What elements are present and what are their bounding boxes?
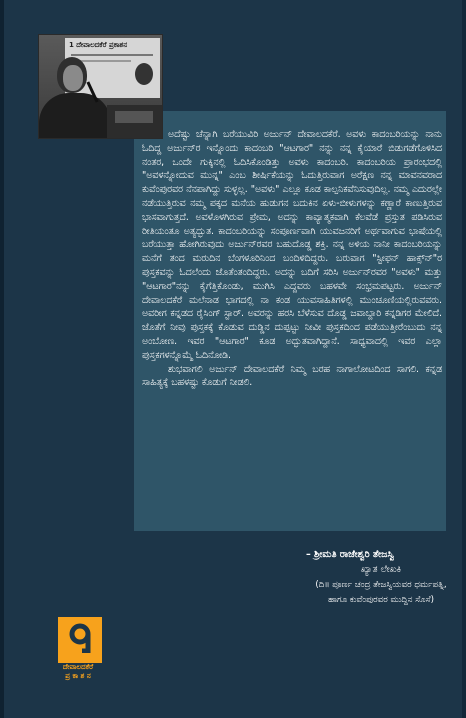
podium-plate bbox=[115, 111, 153, 123]
signature-note-line-1: (ದಿ॥ ಪೂರ್ಣ ಚಂದ್ರ ತೇಜಸ್ವಿಯವರ ಧರ್ಮಪತ್ನಿ, bbox=[315, 580, 447, 590]
spine-edge bbox=[0, 0, 4, 718]
blurb-paragraph: ಶುಭವಾಗಲಿ ಅರ್ಜುನ್ ದೇವಾಲದಕೆರೆ ನಿಮ್ಮ ಬರಹ ನಾಗಾಲೋಟದಿಂದ ಸಾಗಲಿ. ಕನ್ನಡ ಸಾಹಿತ್ಯಕ್ಕೆ ಬಹಳಷ್ಟು ಕೊಡುಗೆ ನೀಡಲಿ. bbox=[142, 363, 442, 389]
cover-edge bbox=[462, 0, 466, 718]
blurb-paragraph: ಅದೆಷ್ಟು ಚೆನ್ನಾಗಿ ಬರೆಯುವಿರಿ ಅರ್ಜುನ್ ದೇವಾಲದಕೆರೆ. ಅವಳು ಕಾದಂಬರಿಯನ್ನು ನಾನು ಓದಿದ್ದ ಅರ್ಜುನ್‌ರ ಇನ್ನೊಂದು ಕಾದಂಬರಿ "ಆಟಗಾರ" ನನ್ನು ನನ್ನ ಕೈಯಾರೆ ಬಿಡುಗಡೆಗೊಳಿಸಿದ ನಂತರ, ಒಂದೇ ಗುಕ್ಕಿನಲ್ಲಿ ಓದಿಸಿಕೊಂಡಿತ್ತು ಅವಳು ಕಾದಂಬರಿ. ಕಾದಂಬರಿಯ ಪ್ರಾರಂಭದಲ್ಲಿ "ಅವಳನ್ನೋದುವ ಮುನ್ನ" ಎಂಬ ಶೀರ್ಷಿಕೆಯನ್ನು ಓದುತ್ತಿರುವಾಗ ಅರೆಕ್ಷಣ ನನ್ನ ಮಾವನವರಾದ ಕುವೆಂಪುರವರ ನೆನಪಾಗಿದ್ದು ಸುಳ್ಳಲ್ಲ. "ಅವಳು" ಎಲ್ಲೂ ಕೂಡ ಕಾಲ್ಪನಿಕವೆನಿಸುವುದಿಲ್ಲ. ನಮ್ಮ ಎದುರಲ್ಲೇ ನಡೆಯುತ್ತಿರುವ ನಮ್ಮ ಪಕ್ಕದ ಮನೆಯ ಹುಡುಗನ ಬದುಕಿನ ಏಳು-ಬೀಳುಗಳನ್ನು ಕಣ್ಣಾರೆ ಕಾಣುತ್ತಿರುವ ಭಾಸವಾಗುತ್ತದೆ. ಅವಳೊಳಗಿರುವ ಪ್ರೇಮ, ಅದನ್ನು ಕಾವ್ಯಾತ್ಮಕವಾಗಿ ಕೆಲವೆಡೆ ಪ್ರಸ್ತುತ ಪಡಿಸಿರುವ ರೀತಿಯಂತೂ ಅತ್ಯದ್ಭುತ. ಕಾದಂಬರಿಯನ್ನು ಸಂಪೂರ್ಣವಾಗಿ ಯುವಜನರಿಗೆ ಅರ್ಥವಾಗುವ ಭಾಷೆಯಲ್ಲಿ ಬರೆಯುತ್ತಾ ಹೋಗಿರುವುದು ಅರ್ಜುನ್‌ರವರ ಬಹುದೊಡ್ಡ ಶಕ್ತಿ. ನನ್ನ ಅಳಿಯ ನಾನೀ ಕಾದಂಬರಿಯನ್ನು ಮನೆಗೆ ತಂದ ಮರುದಿನ ಬೆಂಗಳೂರಿನಿಂದ ಬಂದಿಳಿದಿದ್ದರು. ಬರುವಾಗ "ಸ್ಟೀಫನ್ ಹಾಕ್ಸ್‌ನ್"ರ ಪುಸ್ತಕವನ್ನು ಓದಲೆಂದು ಜೊತೆಂತಂದಿದ್ದರು. ಅದನ್ನು ಬದಿಗೆ ಸರಿಸಿ ಅರ್ಜುನ್‌ರವರ "ಅವಳು" ಮತ್ತು "ಆಟಗಾರ"ನನ್ನು ಕೈಗೆತ್ತಿಕೊಂಡು, ಮುಗಿಸಿ ಎದ್ದವರು ಬಹಳವೇ ಸಂಭ್ರಮಪಟ್ಟರು. ಅರ್ಜುನ್ ದೇವಾಲದಕೆರೆ ಮಲೆನಾಡ ಭಾಗದಲ್ಲಿ ನಾ ಕಂಡ ಯುವಸಾಹಿತಿಗಳಲ್ಲಿ ಮುಂಚೂಣಿಯಲ್ಲಿರುವವರು. ಅವರೀಗ ಕನ್ನಡದ ರೈಸಿಂಗ್ ಸ್ಟಾರ್. ಅವರನ್ನು ಹರಸಿ ಬೆಳೆಸುವ ದೊಡ್ಡ ಜವಾಬ್ದಾರಿ ಕನ್ನಡಿಗರ ಮೇಲಿದೆ. ಜೊತೆಗೆ ನೀವು ಪುಸ್ತಕಕ್ಕೆ ಕೊಡುವ ದುಡ್ಡಿನ ದುಪ್ಪಟ್ಟು ನೀವೀ ಪುಸ್ತಕದಿಂದ ಪಡೆಯುತ್ತೀರೆಂಬುದು ನನ್ನ ಅಂಬೋಣ. ಇವರ "ಆಟಗಾರ" ಕೂಡ ಅದ್ಭುತವಾಗಿದ್ದಾನೆ. ಸಾಧ್ಯವಾದಲ್ಲಿ ಇವರ ಎಲ್ಲಾ ಪುಸ್ತಕಗಳನ್ನೊಮ್ಮೆ ಓದಿನೋಡಿ. bbox=[142, 129, 442, 361]
banner-portrait bbox=[135, 63, 153, 85]
signature-note-line-2: ಹಾಗೂ ಕುವೆಂಪುರವರ ಮುದ್ದಿನ ಸೊಸೆ) bbox=[328, 595, 434, 605]
publisher-line-1: ದೇವಾಲದಕೆರೆ bbox=[62, 663, 94, 671]
publisher-logo-icon bbox=[58, 617, 102, 663]
banner-text: 1 ದೇವಾಲದಕೆರೆ ಪ್ರಕಾಶನ bbox=[69, 41, 128, 49]
signature-role: ಖ್ಯಾತ ಲೇಖಕಿ bbox=[360, 564, 402, 575]
logo-nine-icon bbox=[65, 623, 95, 653]
signature-name: – ಶ್ರೀಮತಿ ರಾಜೇಶ್ವರಿ ತೇಜಸ್ವಿ bbox=[306, 549, 395, 560]
speaker-body bbox=[39, 93, 111, 139]
blurb-text bbox=[142, 128, 442, 390]
speaker-face bbox=[63, 65, 83, 91]
author-event-photo bbox=[38, 34, 163, 139]
signature-block bbox=[306, 548, 456, 607]
publisher-name bbox=[50, 663, 106, 681]
publisher-line-2: ಪ್ರ ಕಾ ಶ ನ bbox=[65, 672, 91, 680]
